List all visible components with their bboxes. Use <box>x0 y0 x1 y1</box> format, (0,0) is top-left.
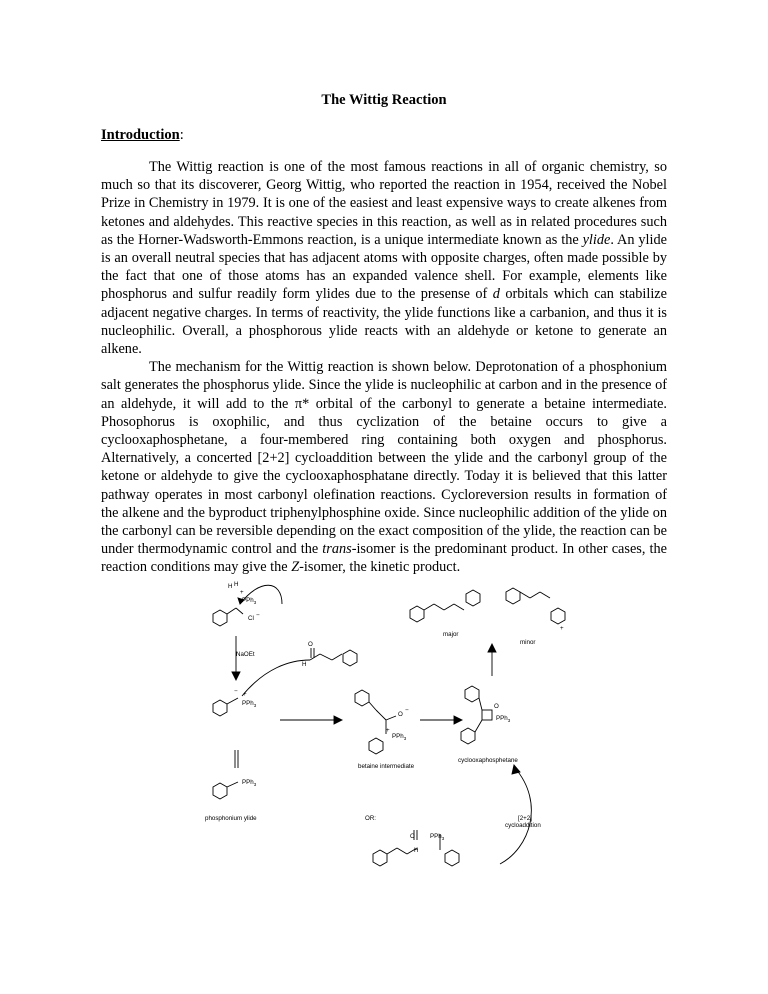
emphasis-term: trans <box>322 541 352 558</box>
emphasis-term: Z <box>291 559 300 576</box>
scheme-pph3-betaine: PPh$_3$ <box>392 733 407 741</box>
scheme-betaine-minus: − <box>405 707 409 714</box>
oxaphosphetane-structure <box>461 686 492 744</box>
arrowhead <box>232 672 240 680</box>
document-title: The Wittig Reaction <box>321 92 447 108</box>
text-run: The Wittig reaction is one of the most famous reactions in all of organic chemistry, so much so that its discoverer, Georg Wittig, who reported the reaction in 1954, received the Nobel Prize in Chemistry in 1979. It is one of the easiest and least expensive ways to create alkenes from ketones and aldehydes. This reactive species in this reaction, as well as in related procedures such as the Horner-Wadsworth-Emmons reaction, is a unique intermediate known as the <box>101 159 667 248</box>
scheme-products-plus: + <box>560 625 564 632</box>
section-heading-colon: : <box>179 127 184 143</box>
minor-product <box>506 588 565 624</box>
label-minor: minor <box>520 639 536 646</box>
scheme-plus: + <box>240 589 244 596</box>
scheme-pph3-ylene: PPh$_3$ <box>242 779 257 787</box>
arrowhead <box>488 644 496 652</box>
label-ylide: phosphonium ylide <box>205 815 257 822</box>
scheme-betaine-plus: + <box>386 727 390 734</box>
scheme-base: NaOEt <box>236 651 255 658</box>
scheme-h-2: H <box>234 581 239 588</box>
betaine-structure <box>355 690 396 754</box>
benzyl-ring-salt <box>213 608 243 626</box>
scheme-ylide-plus: + <box>243 691 247 698</box>
cinnamaldehyde <box>310 648 357 666</box>
scheme-h-1: H <box>228 583 233 590</box>
emphasis-term: d <box>492 286 500 303</box>
scheme-aldehyde-h: H <box>302 661 307 668</box>
paragraph <box>101 358 667 576</box>
benzyl-ring-ylide <box>213 698 238 716</box>
benzyl-ring-ylene <box>213 782 238 799</box>
label-or: OR: <box>365 815 377 822</box>
text-run: orbitals which can stabilize adjacent negative charges. In terms of reactivity, the ylide functions like a carbanion, and thus it is nucleophilic. Overall, a phosphorous ylide reacts with an aldehyde or ketone to generate an alkene. <box>101 286 667 358</box>
scheme-betaine-o: O <box>398 711 403 718</box>
scheme-concerted-o: O <box>410 833 415 840</box>
text-run: The mechanism for the Wittig reaction is shown below. Deprotonation of a phosphonium salt generates the phosphorus ylide. Since the ylide is nucleophilic at carbon and in the presence of an aldehyde, it will add to the π* orbital of the carbonyl to generate a betaine intermediate. Phosophorus is oxophilic, and thus cyclization of the betaine occurs to give a cyclooxaphosphetane, a four-membered ring containing both oxygen and phosphorus. Alternatively, a concerted [2+2] cycloaddition between the ylide and the carbonyl group of the ketone or aldehyde to give the cyclooxaphosphatane directly. Today it is believed that this latter pathway operates in most carbonyl olefination reactions. Cycloreversion results in formation of the alkene and the byproduct triphenylphosphine oxide. Since nucleophilic addition of the ylide on the carbonyl can be reversible depending on the exact composition of the ylide, the reaction can be under thermodynamic control and the <box>101 359 667 558</box>
text-run: -isomer is the predominant product. In other cases, the reaction conditions may give the <box>101 541 667 576</box>
text-run: . An ylide is an overall neutral species that has adjacent atoms with opposite charges, often made possible by the fact that one of those atoms has an expanded valence shell. For example, elements like phosphorus and sulfur readily form ylides due to the presense of <box>101 231 667 303</box>
paragraph <box>101 158 667 358</box>
scheme-pph3-concerted: PPh$_3$ <box>430 833 445 841</box>
label-oxaphosphetane: cyclooxaphosphetane <box>458 757 518 764</box>
scheme-pph3-salt: PPh$_3$ <box>242 597 257 605</box>
emphasis-term: ylide <box>582 231 611 248</box>
text-run: -isomer, the kinetic product. <box>299 559 461 576</box>
scheme-pph3-ylide: PPh$_3$ <box>242 700 257 708</box>
scheme-oxaphosphetane-o: O <box>494 703 499 710</box>
arrowhead <box>454 716 462 724</box>
label-major: major <box>443 631 459 638</box>
label-cyclo-2: cycloaddition <box>505 822 541 829</box>
major-product <box>410 590 480 622</box>
scheme-ylide-minus: − <box>234 688 238 695</box>
arrowhead <box>334 716 342 724</box>
section-heading <box>101 127 184 144</box>
label-cyclo-1: [2+2] <box>518 815 532 822</box>
label-betaine: betaine intermediate <box>358 763 415 770</box>
wittig-mechanism-scheme <box>200 568 620 898</box>
scheme-pph3-oxaphosphetane: PPh$_3$ <box>496 715 511 723</box>
scheme-carbonyl-o: O <box>308 641 313 648</box>
section-heading-text: Introduction <box>101 127 180 143</box>
scheme-concerted-h: H <box>414 847 419 854</box>
arrow-nucleophilic-attack <box>242 660 310 696</box>
body-text <box>101 158 667 577</box>
arrowhead <box>512 765 520 774</box>
scheme-chloride: Cl <box>248 615 254 622</box>
scheme-minus: − <box>256 612 260 619</box>
